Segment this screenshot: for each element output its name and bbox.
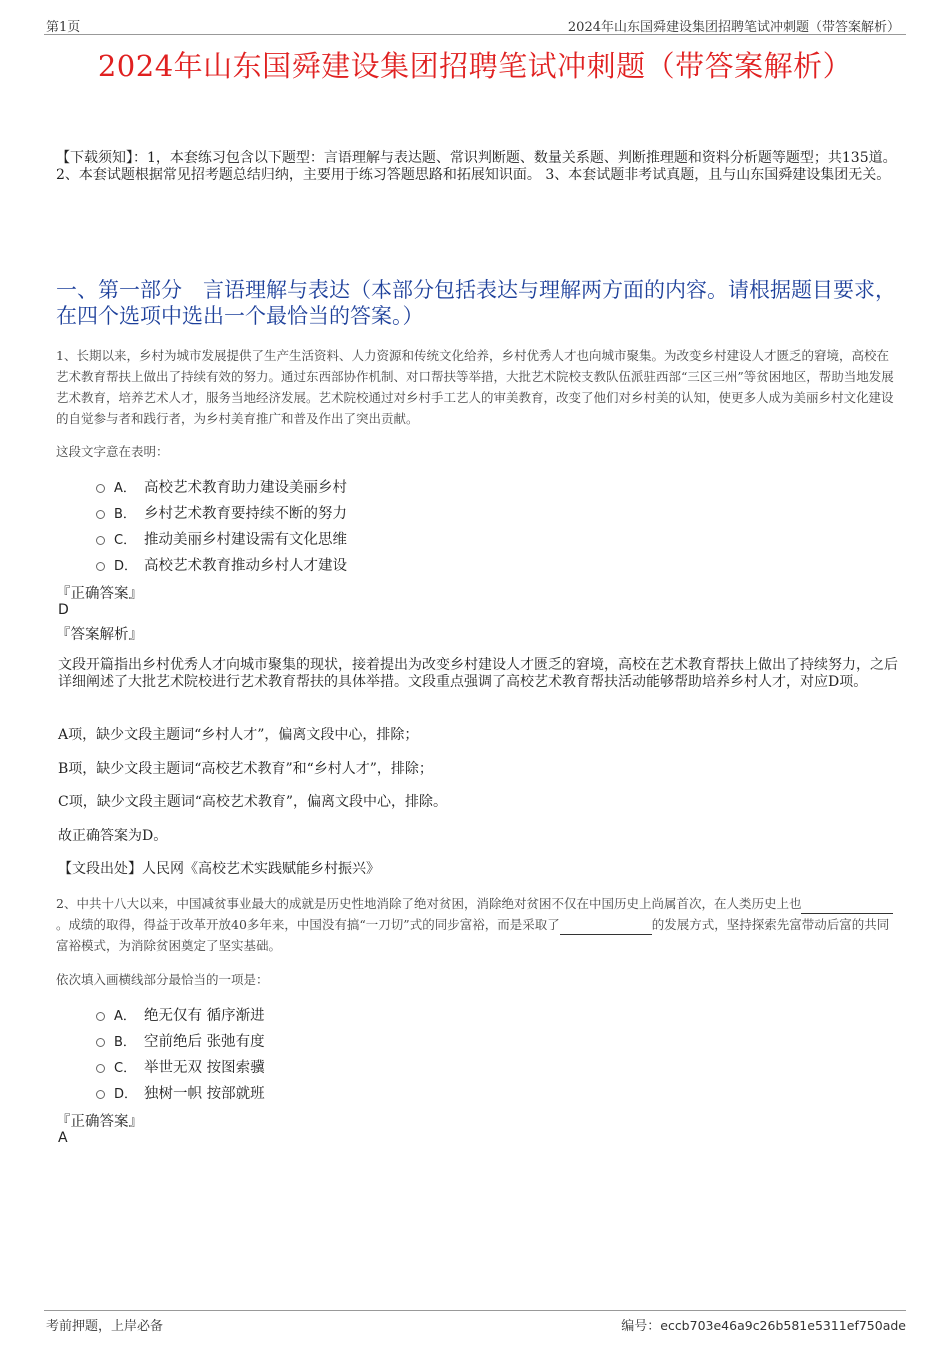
footer-slogan: 考前押题，上岸必备: [46, 1319, 164, 1334]
option-letter: B．: [114, 1034, 136, 1050]
fill-blank-2: [560, 922, 652, 935]
option-letter: D．: [114, 1086, 138, 1102]
header-doc-name: 2024年山东国舜建设集团招聘笔试冲刺题（带答案解析）: [567, 20, 900, 35]
radio-icon[interactable]: [96, 536, 105, 545]
section-title: 一、第一部分 言语理解与表达（本部分包括表达与理解两方面的内容。请根据题目要求，在四个选项中选出一个最恰当的答案。）: [56, 278, 896, 328]
question-1-option-d[interactable]: [96, 553, 347, 575]
option-text: 空前绝后 张弛有度: [144, 1033, 265, 1050]
option-text: 独树一帜 按部就班: [144, 1085, 265, 1102]
option-letter: D．: [114, 558, 138, 574]
document-title: 2024年山东国舜建设集团招聘笔试冲刺题（带答案解析）: [97, 49, 853, 83]
radio-icon[interactable]: [96, 1038, 105, 1047]
radio-icon[interactable]: [96, 484, 105, 493]
question-2-option-d[interactable]: [96, 1081, 265, 1103]
option-letter: A．: [114, 480, 136, 496]
radio-icon[interactable]: [96, 510, 105, 519]
question-1-note-c: C项，缺少文段主题词“高校艺术教育”，偏离文段中心，排除。: [58, 794, 448, 810]
question-1-analysis-label: 『答案解析』: [56, 627, 143, 643]
question-1-answer: D: [58, 602, 69, 618]
question-2-text: [56, 893, 898, 956]
question-1-option-b[interactable]: [96, 501, 347, 523]
question-2-answer-label: 『正确答案』: [56, 1114, 143, 1130]
radio-icon[interactable]: [96, 1090, 105, 1099]
question-2-text-part3: 的发展方式，坚持探索先富带动后富的共同富裕模式，为消除贫困奠定了坚实基础。: [56, 917, 890, 953]
page-footer: [44, 1310, 906, 1333]
radio-icon[interactable]: [96, 1012, 105, 1021]
option-letter: C．: [114, 532, 137, 548]
radio-icon[interactable]: [96, 562, 105, 571]
question-1-prompt: 这段文字意在表明：: [56, 444, 169, 459]
question-1-note-b: B项，缺少文段主题词“高校艺术教育”和“乡村人才”，排除；: [58, 761, 433, 777]
question-1-source: 【文段出处】人民网《高校艺术实践赋能乡村振兴》: [58, 861, 380, 877]
question-1-text: 1、长期以来，乡村为城市发展提供了生产生活资料、人力资源和传统文化给养，乡村优秀人才也向城市聚集。为改变乡村建设人才匮乏的窘境，高校在艺术教育帮扶上做出了持续有效的努力。通过东西部协作机制、对口帮扶等举措，大批艺术院校支教队伍派驻西部“三区三州”等贫困地区，帮助当地发展艺术教育，培养艺术人才，服务当地经济发展。艺术院校通过对乡村手工艺人的审美教育，改变了他们对乡村美的认知，使更多人成为美丽乡村文化建设的自觉参与者和践行者，为乡村美育推广和普及作出了突出贡献。: [56, 348, 894, 426]
option-text: 高校艺术教育推动乡村人才建设: [144, 557, 347, 574]
option-text: 举世无双 按图索骥: [144, 1059, 265, 1076]
page-header: [44, 14, 906, 35]
footer-code: [621, 1315, 906, 1334]
question-1-note-a: A项，缺少文段主题词“乡村人才”，偏离文段中心，排除；: [58, 727, 419, 743]
option-letter: C．: [114, 1060, 137, 1076]
radio-icon[interactable]: [96, 1064, 105, 1073]
page-number: 第1页: [46, 20, 81, 35]
question-2-option-a[interactable]: [96, 1003, 265, 1025]
question-1-analysis: 文段开篇指出乡村优秀人才向城市聚集的现状，接着提出为改变乡村建设人才匮乏的窘境，高校在艺术教育帮扶上做出了持续努力，之后详细阐述了大批艺术院校进行艺术教育帮扶的具体举措。文段重点强调了高校艺术教育帮扶活动能够帮助培养乡村人才，对应D项。: [58, 657, 898, 690]
question-1-option-a[interactable]: [96, 475, 347, 497]
question-2-option-b[interactable]: [96, 1029, 265, 1051]
fill-blank-1: [801, 901, 893, 914]
download-notice: 【下载须知】：1，本套练习包含以下题型：言语理解与表达题、常识判断题、数量关系题、判断推理题和资料分析题等题型；共135道。 2、本套试题根据常见招考题总结归纳，主要用于练习答题思路和拓展知识面。 3、本套试题非考试真题，且与山东国舜建设集团无关。: [56, 150, 897, 183]
option-text: 推动美丽乡村建设需有文化思维: [144, 531, 347, 548]
question-1-conclusion: 故正确答案为D。: [58, 828, 168, 844]
question-2-text-part2: 。成绩的取得，得益于改革开放40多年来，中国没有搞“一刀切”式的同步富裕，而是采取了: [56, 917, 560, 932]
question-2-prompt: 依次填入画横线部分最恰当的一项是：: [56, 972, 269, 987]
question-2-option-c[interactable]: [96, 1055, 265, 1077]
option-text: 高校艺术教育助力建设美丽乡村: [144, 479, 347, 496]
question-1-answer-label: 『正确答案』: [56, 586, 143, 602]
footer-code-value: eccb703e46a9c26b581e5311ef750ade: [660, 1318, 906, 1333]
footer-code-label: 编号：: [621, 1319, 661, 1334]
question-2-text-part1: 2、中共十八大以来，中国减贫事业最大的成就是历史性地消除了绝对贫困，消除绝对贫困不仅在中国历史上尚属首次，在人类历史上也: [56, 896, 802, 911]
option-text: 乡村艺术教育要持续不断的努力: [144, 505, 347, 522]
question-2-answer: A: [58, 1130, 68, 1146]
question-1-option-c[interactable]: [96, 527, 347, 549]
option-letter: B．: [114, 506, 136, 522]
option-letter: A．: [114, 1008, 136, 1024]
option-text: 绝无仅有 循序渐进: [144, 1007, 265, 1024]
